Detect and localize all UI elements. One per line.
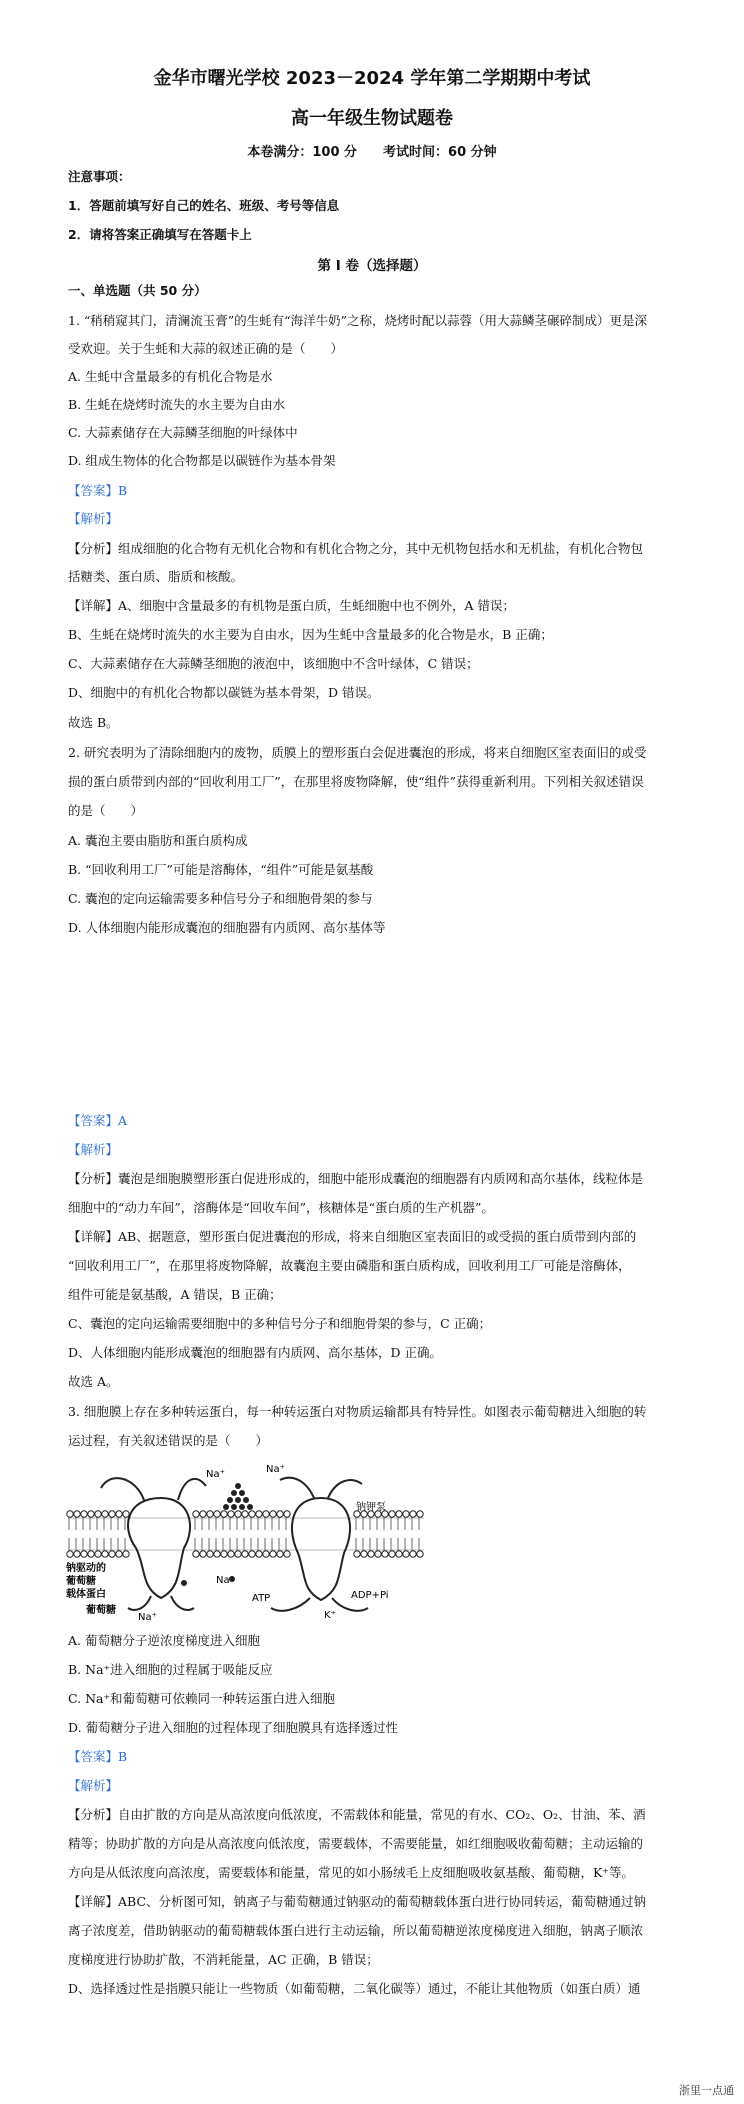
- lipid-head: [102, 1551, 108, 1557]
- lipid-head: [207, 1511, 213, 1517]
- sodium-ion: [231, 1504, 237, 1510]
- lipid-head: [193, 1511, 199, 1517]
- phospholipid-bilayer: [68, 1518, 424, 1550]
- lipid-head: [123, 1551, 129, 1557]
- question-stem: 的是（ ）: [68, 803, 144, 818]
- option-a: A. 囊泡主要由脂肪和蛋白质构成: [68, 833, 248, 848]
- lipid-head: [396, 1511, 402, 1517]
- question-stem: 受欢迎。关于生蚝和大蒜的叙述正确的是（ ）: [68, 341, 344, 356]
- lipid-head: [277, 1511, 283, 1517]
- option-a: A. 生蚝中含量最多的有机化合物是水: [68, 369, 273, 384]
- lipid-head: [193, 1551, 199, 1557]
- na-label: Na⁺: [206, 1469, 225, 1480]
- sodium-ion: [239, 1504, 245, 1510]
- lipid-head: [74, 1551, 80, 1557]
- lipid-head: [284, 1551, 290, 1557]
- lipid-head: [263, 1511, 269, 1517]
- sodium-ion: [247, 1504, 253, 1510]
- lipid-head: [263, 1551, 269, 1557]
- detail-text: C、囊泡的定向运输需要细胞中的多种信号分子和细胞骨架的参与，C 正确；: [68, 1316, 492, 1331]
- membrane-transport-figure: [66, 1458, 426, 1624]
- lipid-head: [74, 1511, 80, 1517]
- question-stem: 2. 研究表明为了清除细胞内的废物，质膜上的塑形蛋白会促进囊泡的形成，将来自细胞区室表面旧的或受: [68, 745, 647, 760]
- na-label: Na⁺: [138, 1612, 157, 1623]
- lipid-head: [235, 1511, 241, 1517]
- na-label: Na⁺: [216, 1575, 235, 1586]
- lipid-head: [410, 1511, 416, 1517]
- lipid-head: [277, 1551, 283, 1557]
- lipid-head: [123, 1511, 129, 1517]
- lipid-head: [116, 1511, 122, 1517]
- analysis-text: 精等；协助扩散的方向是从高浓度向低浓度，需要载体，不需要能量，如红细胞吸收葡萄糖；主动运输的: [68, 1836, 644, 1851]
- analysis-text: 细胞中的“动力车间”，溶酶体是“回收车间”，核糖体是“蛋白质的生产机器”。: [68, 1200, 494, 1215]
- detail-text: D、细胞中的有机化合物都以碳链为基本骨架，D 错误。: [68, 685, 380, 700]
- sodium-ion: [231, 1490, 237, 1496]
- option-d: D. 组成生物体的化合物都是以碳链作为基本骨架: [68, 453, 336, 468]
- answer-label: 【答案】B: [68, 1749, 128, 1764]
- analysis-text: 方向是从低浓度向高浓度，需要载体和能量，常见的如小肠绒毛上皮细胞吸收氨基酸、葡萄糖，K⁺等。: [68, 1865, 634, 1880]
- sodium-ion: [227, 1497, 233, 1503]
- sodium-ion: [223, 1504, 229, 1510]
- lipid-head: [207, 1551, 213, 1557]
- lipid-head: [214, 1551, 220, 1557]
- question-stem: 3. 细胞膜上存在多种转运蛋白，每一种转运蛋白对物质运输都具有特异性。如图表示葡萄糖进入细胞的转: [68, 1404, 647, 1419]
- option-d: D. 葡萄糖分子进入细胞的过程体现了细胞膜具有选择透过性: [68, 1720, 399, 1735]
- lipid-head: [88, 1511, 94, 1517]
- detail-text: B、生蚝在烧烤时流失的水主要为自由水，因为生蚝中含量最多的化合物是水，B 正确；: [68, 627, 553, 642]
- lipid-head: [410, 1551, 416, 1557]
- detail-text: D、选择透过性是指膜只能让一些物质（如葡萄糖，二氧化碳等）通过，不能让其他物质（如蛋白质）通: [68, 1981, 641, 1996]
- lipid-head: [354, 1551, 360, 1557]
- lipid-head: [368, 1551, 374, 1557]
- option-d: D. 人体细胞内能形成囊泡的细胞器有内质网、高尔基体等: [68, 920, 386, 935]
- lipid-head: [242, 1511, 248, 1517]
- lipid-head: [228, 1551, 234, 1557]
- footer-watermark: 浙里一点通: [679, 2084, 734, 2097]
- option-c: C. 囊泡的定向运输需要多种信号分子和细胞骨架的参与: [68, 891, 373, 906]
- lipid-head: [249, 1511, 255, 1517]
- pump-label: 钠钾泵: [356, 1502, 386, 1513]
- detail-text: “回收利用工厂”，在那里将废物降解，故囊泡主要由磷脂和蛋白质构成，回收利用工厂可能是溶酶体，: [68, 1258, 631, 1273]
- option-c: C. 大蒜素储存在大蒜鳞茎细胞的叶绿体中: [68, 425, 298, 440]
- option-a: A. 葡萄糖分子逆浓度梯度进入细胞: [68, 1633, 260, 1648]
- lipid-head: [200, 1511, 206, 1517]
- analysis-text: 括糖类、蛋白质、脂质和核酸。: [68, 569, 244, 584]
- detail-text: 度梯度进行协助扩散，不消耗能量，AC 正确，B 错误；: [68, 1952, 379, 1967]
- carrier-label: 钠驱动的: [66, 1563, 106, 1574]
- exam-title: 金华市曙光学校 2023－2024 学年第二学期期中考试: [153, 68, 591, 89]
- lipid-head: [396, 1551, 402, 1557]
- detail-text: C、大蒜素储存在大蒜鳞茎细胞的液泡中，该细胞中不含叶绿体，C 错误；: [68, 656, 479, 671]
- question-stem: 1. “稍稍窥其门，清澜流玉膏”的生蚝有“海洋牛奶”之称，烧烤时配以蒜蓉（用大蒜鳞茎碾碎制成）更是深: [68, 313, 647, 328]
- glucose-label: 葡萄糖: [86, 1605, 116, 1616]
- lipid-head: [389, 1511, 395, 1517]
- lipid-head: [200, 1551, 206, 1557]
- analysis-label: 【解析】: [68, 1778, 119, 1793]
- lipid-head: [389, 1551, 395, 1557]
- na-label: Na⁺: [266, 1464, 285, 1475]
- lipid-head: [109, 1511, 115, 1517]
- lipid-head: [403, 1511, 409, 1517]
- glucose-carrier-protein: [128, 1498, 190, 1598]
- lipid-head: [214, 1511, 220, 1517]
- lipid-head: [95, 1551, 101, 1557]
- lipid-head: [221, 1511, 227, 1517]
- lipid-head: [403, 1551, 409, 1557]
- sodium-potassium-pump: [292, 1498, 350, 1600]
- lipid-head: [270, 1551, 276, 1557]
- option-b: B. Na⁺进入细胞的过程属于吸能反应: [68, 1662, 273, 1677]
- detail-text: 【详解】ABC、分析图可知，钠离子与葡萄糖通过钠驱动的葡萄糖载体蛋白进行协同转运，葡萄糖通过钠: [68, 1894, 647, 1909]
- conclusion-text: 故选 A。: [68, 1374, 119, 1389]
- part-title: 第 I 卷（选择题）: [317, 258, 427, 274]
- lipid-head: [270, 1511, 276, 1517]
- notice-item: 1．答题前填写好自己的姓名、班级、考号等信息: [68, 198, 340, 213]
- lipid-head: [284, 1511, 290, 1517]
- lipid-head: [228, 1511, 234, 1517]
- option-b: B. 生蚝在烧烤时流失的水主要为自由水: [68, 397, 286, 412]
- exam-meta: 本卷满分：100 分 考试时间：60 分钟: [247, 145, 497, 160]
- sodium-ion: [235, 1483, 241, 1489]
- lipid-head: [235, 1551, 241, 1557]
- detail-text: D、人体细胞内能形成囊泡的细胞器有内质网、高尔基体，D 正确。: [68, 1345, 443, 1360]
- exam-subtitle: 高一年级生物试题卷: [291, 108, 453, 129]
- option-b: B. “回收利用工厂”可能是溶酶体，“组件”可能是氨基酸: [68, 862, 374, 877]
- analysis-label: 【解析】: [68, 1142, 119, 1157]
- detail-text: 组件可能是氨基酸，A 错误，B 正确；: [68, 1287, 282, 1302]
- option-c: C. Na⁺和葡萄糖可依赖同一种转运蛋白进入细胞: [68, 1691, 336, 1706]
- question-stem: 运过程，有关叙述错误的是（ ）: [68, 1433, 269, 1448]
- answer-label: 【答案】A: [68, 1113, 128, 1128]
- lipid-head: [81, 1511, 87, 1517]
- analysis-text: 【分析】自由扩散的方向是从高浓度向低浓度，不需载体和能量，常见的有水、CO₂、O₂、甘油、苯、酒: [68, 1807, 646, 1822]
- detail-text: 离子浓度差，借助钠驱动的葡萄糖载体蛋白进行主动运输，所以葡萄糖逆浓度梯度进入细胞，钠离子顺浓: [68, 1923, 644, 1938]
- adp-label: ADP+Pi: [351, 1590, 389, 1601]
- lipid-head: [256, 1551, 262, 1557]
- lipid-head: [417, 1551, 423, 1557]
- carrier-label: 载体蛋白: [66, 1589, 106, 1600]
- analysis-text: 【分析】囊泡是细胞膜塑形蛋白促进形成的，细胞中能形成囊泡的细胞器有内质网和高尔基体，线粒体是: [68, 1171, 644, 1186]
- sodium-ion-cluster: [223, 1483, 253, 1510]
- notice-item: 2．请将答案正确填写在答题卡上: [68, 227, 252, 242]
- question-stem: 损的蛋白质带到内部的“回收利用工厂”，在那里将废物降解，使“组件”获得重新利用。下列相关叙述错误: [68, 774, 644, 789]
- lipid-head: [256, 1511, 262, 1517]
- lipid-head: [102, 1511, 108, 1517]
- notice-heading: 注意事项：: [68, 169, 131, 184]
- lipid-head: [109, 1551, 115, 1557]
- sodium-ion: [243, 1497, 249, 1503]
- lipid-head: [88, 1551, 94, 1557]
- lipid-head: [242, 1551, 248, 1557]
- analysis-label: 【解析】: [68, 511, 119, 526]
- lipid-head: [67, 1511, 73, 1517]
- lipid-head: [116, 1551, 122, 1557]
- lipid-head: [361, 1551, 367, 1557]
- lipid-head: [375, 1551, 381, 1557]
- analysis-text: 【分析】组成细胞的化合物有无机化合物和有机化合物之分，其中无机物包括水和无机盐，有机化合物包: [68, 541, 644, 556]
- sodium-ion: [235, 1497, 241, 1503]
- atp-label: ATP: [252, 1593, 271, 1604]
- lipid-head: [249, 1551, 255, 1557]
- lipid-head: [382, 1551, 388, 1557]
- lipid-head: [67, 1551, 73, 1557]
- conclusion-text: 故选 B。: [68, 715, 119, 730]
- section-title: 一、单选题（共 50 分）: [68, 283, 207, 298]
- sodium-ion: [239, 1490, 245, 1496]
- detail-text: 【详解】A、细胞中含量最多的有机物是蛋白质，生蚝细胞中也不例外，A 错误；: [68, 598, 516, 613]
- lipid-head: [417, 1511, 423, 1517]
- lipid-head: [95, 1511, 101, 1517]
- k-label: K⁺: [324, 1610, 336, 1621]
- detail-text: 【详解】AB、据题意，塑形蛋白促进囊泡的形成，将来自细胞区室表面旧的或受损的蛋白质带到内部的: [68, 1229, 637, 1244]
- carrier-label: 葡萄糖: [66, 1576, 96, 1587]
- lipid-head: [81, 1551, 87, 1557]
- lipid-head: [221, 1551, 227, 1557]
- glucose-dot: [181, 1580, 187, 1586]
- answer-label: 【答案】B: [68, 483, 128, 498]
